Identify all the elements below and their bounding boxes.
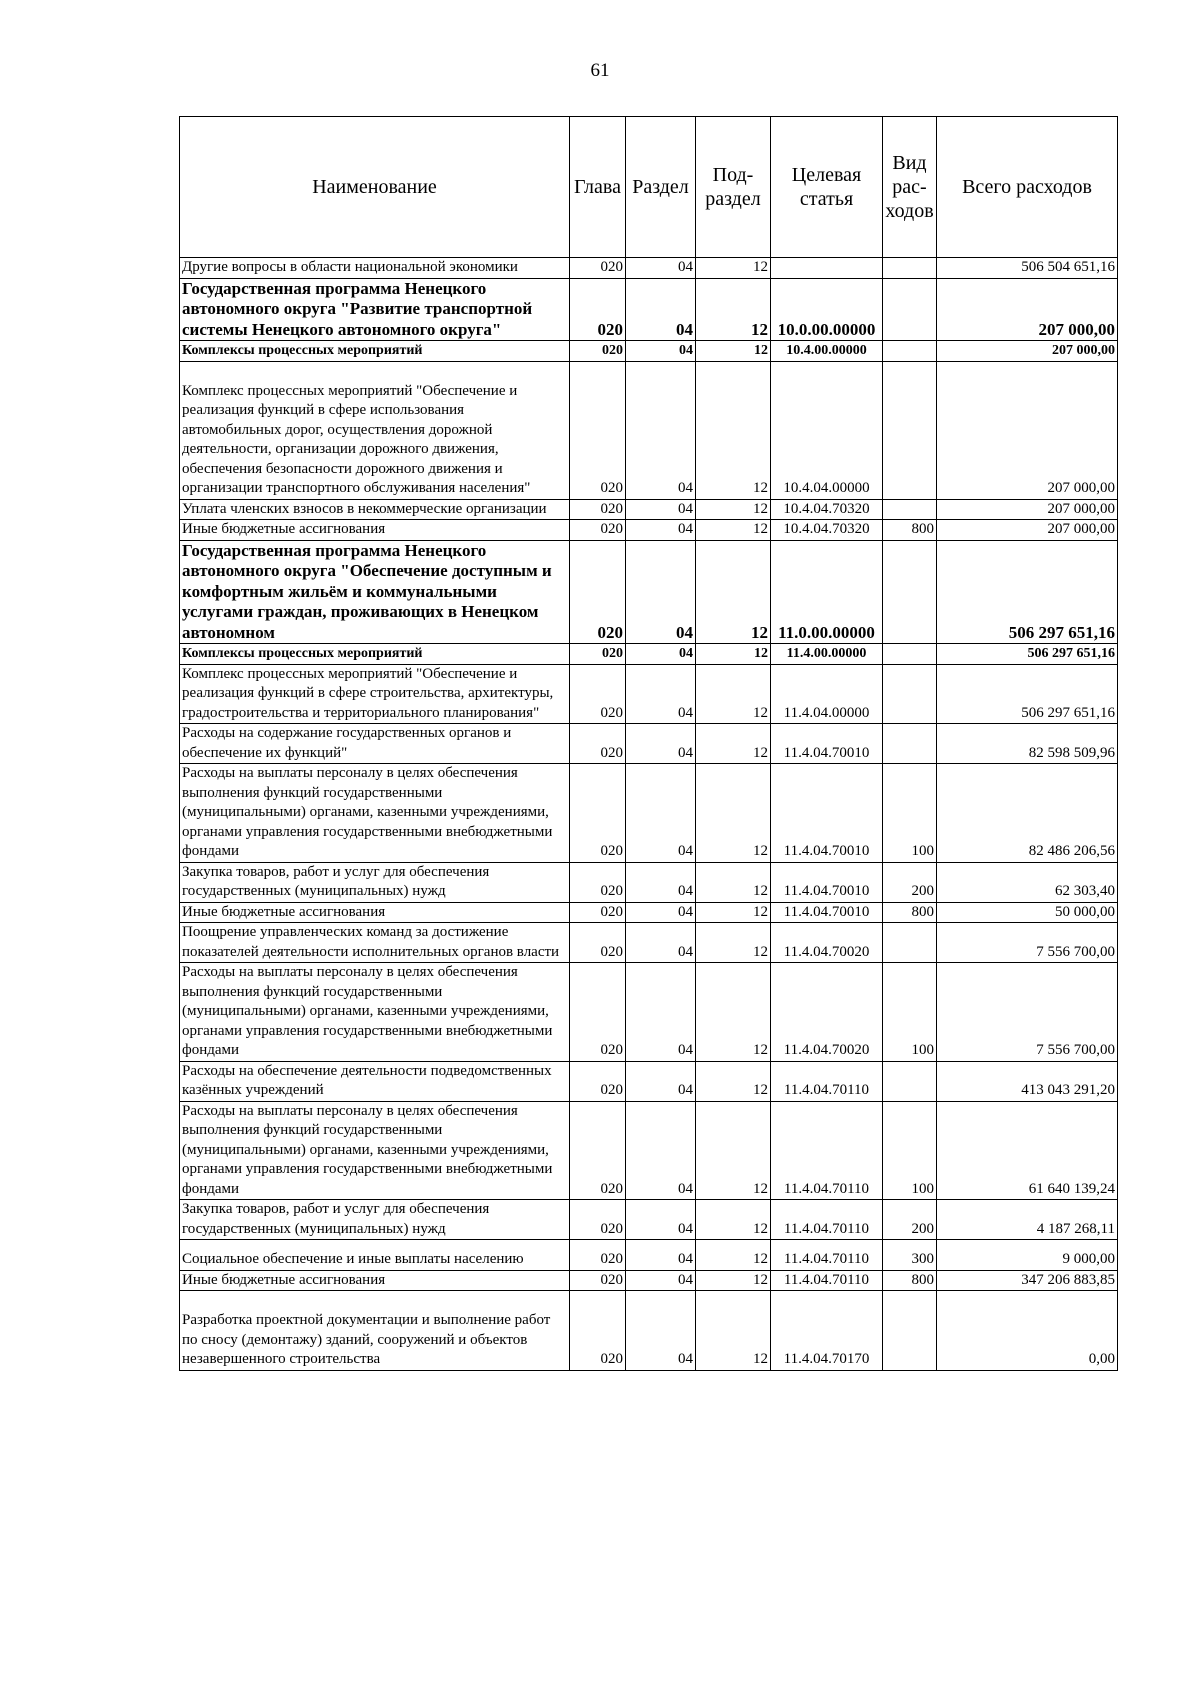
cell-podrazdel: 12 (696, 1240, 771, 1271)
cell-razdel: 04 (626, 724, 696, 764)
cell-razdel: 04 (626, 341, 696, 362)
cell-razdel: 04 (626, 862, 696, 902)
cell-celevaya: 11.4.04.70110 (771, 1200, 883, 1240)
cell-razdel: 04 (626, 664, 696, 724)
header-podrazdel: Под- раздел (696, 117, 771, 258)
cell-name: Расходы на выплаты персоналу в целях обеспечения выполнения функций государственными (муниципальными) органами, казенными учреждениями, органами управления государственными внебюджетными фондами (180, 1101, 570, 1200)
cell-amount: 207 000,00 (937, 361, 1118, 499)
table-row (180, 1291, 1118, 1371)
cell-amount: 0,00 (937, 1291, 1118, 1371)
cell-podrazdel: 12 (696, 341, 771, 362)
cell-name: Иные бюджетные ассигнования (180, 520, 570, 541)
cell-vid (883, 258, 937, 279)
cell-razdel: 04 (626, 499, 696, 520)
cell-podrazdel: 12 (696, 1200, 771, 1240)
cell-amount: 347 206 883,85 (937, 1270, 1118, 1291)
cell-amount: 506 297 651,16 (937, 540, 1118, 644)
table-body (180, 258, 1118, 1371)
table-row (180, 862, 1118, 902)
cell-vid: 100 (883, 1101, 937, 1200)
cell-podrazdel: 12 (696, 1061, 771, 1101)
cell-name: Уплата членских взносов в некоммерческие организации (180, 499, 570, 520)
cell-podrazdel: 12 (696, 278, 771, 341)
cell-amount: 82 486 206,56 (937, 764, 1118, 863)
budget-table (179, 116, 1118, 1371)
cell-razdel: 04 (626, 1240, 696, 1271)
cell-razdel: 04 (626, 540, 696, 644)
cell-name: Закупка товаров, работ и услуг для обеспечения государственных (муниципальных) нужд (180, 862, 570, 902)
cell-celevaya: 11.4.04.70110 (771, 1240, 883, 1271)
cell-glava: 020 (570, 963, 626, 1062)
header-row (180, 117, 1118, 258)
cell-amount: 61 640 139,24 (937, 1101, 1118, 1200)
cell-vid (883, 1291, 937, 1371)
cell-celevaya: 11.4.04.70020 (771, 923, 883, 963)
cell-vid: 800 (883, 520, 937, 541)
cell-glava: 020 (570, 540, 626, 644)
cell-amount: 413 043 291,20 (937, 1061, 1118, 1101)
cell-podrazdel: 12 (696, 499, 771, 520)
cell-vid: 100 (883, 963, 937, 1062)
cell-amount: 506 297 651,16 (937, 664, 1118, 724)
table-row (180, 644, 1118, 665)
header-glava: Глава (570, 117, 626, 258)
cell-glava: 020 (570, 644, 626, 665)
cell-vid (883, 724, 937, 764)
cell-glava: 020 (570, 1291, 626, 1371)
cell-razdel: 04 (626, 278, 696, 341)
cell-vid: 200 (883, 862, 937, 902)
header-vsego: Всего расходов (937, 117, 1118, 258)
cell-name: Государственная программа Ненецкого автономного округа "Обеспечение доступным и комфортным жильём и коммунальными услугами граждан, проживающих в Ненецком автономном (180, 540, 570, 644)
cell-glava: 020 (570, 258, 626, 279)
cell-podrazdel: 12 (696, 520, 771, 541)
table-row (180, 258, 1118, 279)
cell-name: Закупка товаров, работ и услуг для обеспечения государственных (муниципальных) нужд (180, 1200, 570, 1240)
cell-celevaya: 11.4.04.70110 (771, 1270, 883, 1291)
cell-vid: 800 (883, 1270, 937, 1291)
cell-name: Комплексы процессных мероприятий (180, 341, 570, 362)
cell-celevaya: 11.4.04.70010 (771, 764, 883, 863)
cell-vid (883, 361, 937, 499)
table-row (180, 923, 1118, 963)
cell-razdel: 04 (626, 1270, 696, 1291)
cell-vid: 300 (883, 1240, 937, 1271)
cell-podrazdel: 12 (696, 644, 771, 665)
cell-name: Комплекс процессных мероприятий "Обеспечение и реализация функций в сфере строительства, архитектуры, градостроительства и территориального планирования" (180, 664, 570, 724)
cell-glava: 020 (570, 361, 626, 499)
cell-vid: 800 (883, 902, 937, 923)
table-row (180, 499, 1118, 520)
cell-vid (883, 923, 937, 963)
cell-celevaya: 11.4.04.70010 (771, 902, 883, 923)
cell-glava: 020 (570, 902, 626, 923)
cell-name: Расходы на выплаты персоналу в целях обеспечения выполнения функций государственными (муниципальными) органами, казенными учреждениями, органами управления государственными внебюджетными фондами (180, 764, 570, 863)
table-row (180, 1061, 1118, 1101)
cell-celevaya: 10.0.00.00000 (771, 278, 883, 341)
cell-podrazdel: 12 (696, 540, 771, 644)
cell-glava: 020 (570, 1200, 626, 1240)
cell-amount: 207 000,00 (937, 499, 1118, 520)
cell-vid (883, 341, 937, 362)
table-row (180, 361, 1118, 499)
cell-celevaya: 10.4.04.00000 (771, 361, 883, 499)
cell-glava: 020 (570, 664, 626, 724)
header-vid: Вид рас- ходов (883, 117, 937, 258)
cell-amount: 62 303,40 (937, 862, 1118, 902)
table-row (180, 520, 1118, 541)
cell-glava: 020 (570, 862, 626, 902)
cell-razdel: 04 (626, 1291, 696, 1371)
cell-glava: 020 (570, 499, 626, 520)
cell-glava: 020 (570, 1061, 626, 1101)
table-row (180, 278, 1118, 341)
table-row (180, 1270, 1118, 1291)
cell-amount: 207 000,00 (937, 278, 1118, 341)
cell-razdel: 04 (626, 644, 696, 665)
cell-vid (883, 499, 937, 520)
cell-razdel: 04 (626, 520, 696, 541)
table-row (180, 1240, 1118, 1271)
cell-celevaya: 10.4.04.70320 (771, 499, 883, 520)
table-row (180, 664, 1118, 724)
cell-podrazdel: 12 (696, 258, 771, 279)
cell-podrazdel: 12 (696, 923, 771, 963)
cell-name: Расходы на обеспечение деятельности подведомственных казённых учреждений (180, 1061, 570, 1101)
cell-razdel: 04 (626, 258, 696, 279)
cell-celevaya (771, 258, 883, 279)
cell-razdel: 04 (626, 902, 696, 923)
cell-amount: 7 556 700,00 (937, 923, 1118, 963)
cell-podrazdel: 12 (696, 764, 771, 863)
cell-amount: 9 000,00 (937, 1240, 1118, 1271)
cell-vid (883, 664, 937, 724)
cell-celevaya: 11.4.04.70020 (771, 963, 883, 1062)
cell-amount: 82 598 509,96 (937, 724, 1118, 764)
cell-glava: 020 (570, 764, 626, 863)
cell-razdel: 04 (626, 1061, 696, 1101)
cell-celevaya: 11.4.04.70110 (771, 1101, 883, 1200)
cell-podrazdel: 12 (696, 361, 771, 499)
cell-name: Социальное обеспечение и иные выплаты населению (180, 1240, 570, 1271)
cell-amount: 50 000,00 (937, 902, 1118, 923)
table-header (180, 117, 1118, 258)
cell-glava: 020 (570, 1240, 626, 1271)
table-row (180, 540, 1118, 644)
cell-celevaya: 11.4.04.00000 (771, 664, 883, 724)
cell-vid (883, 1061, 937, 1101)
page-number: 61 (590, 60, 610, 81)
cell-razdel: 04 (626, 963, 696, 1062)
cell-celevaya: 11.4.04.70110 (771, 1061, 883, 1101)
cell-name: Расходы на содержание государственных органов и обеспечение их функций" (180, 724, 570, 764)
cell-glava: 020 (570, 520, 626, 541)
table-row (180, 764, 1118, 863)
cell-celevaya: 11.4.04.70010 (771, 724, 883, 764)
cell-podrazdel: 12 (696, 1270, 771, 1291)
cell-name: Поощрение управленческих команд за достижение показателей деятельности исполнительных органов власти (180, 923, 570, 963)
cell-podrazdel: 12 (696, 1291, 771, 1371)
cell-celevaya: 11.4.04.70170 (771, 1291, 883, 1371)
cell-celevaya: 10.4.04.70320 (771, 520, 883, 541)
cell-celevaya: 11.4.00.00000 (771, 644, 883, 665)
table-row (180, 341, 1118, 362)
cell-vid: 100 (883, 764, 937, 863)
cell-vid (883, 540, 937, 644)
cell-podrazdel: 12 (696, 963, 771, 1062)
cell-name: Разработка проектной документации и выполнение работ по сносу (демонтажу) зданий, сооружений и объектов незавершенного строительства (180, 1291, 570, 1371)
header-name: Наименование (180, 117, 570, 258)
cell-amount: 506 504 651,16 (937, 258, 1118, 279)
table-row (180, 1101, 1118, 1200)
cell-glava: 020 (570, 278, 626, 341)
header-razdel: Раздел (626, 117, 696, 258)
cell-name: Другие вопросы в области национальной экономики (180, 258, 570, 279)
cell-amount: 207 000,00 (937, 341, 1118, 362)
cell-amount: 506 297 651,16 (937, 644, 1118, 665)
cell-glava: 020 (570, 1270, 626, 1291)
cell-podrazdel: 12 (696, 724, 771, 764)
cell-vid (883, 644, 937, 665)
table-row (180, 724, 1118, 764)
cell-podrazdel: 12 (696, 902, 771, 923)
cell-podrazdel: 12 (696, 664, 771, 724)
cell-amount: 7 556 700,00 (937, 963, 1118, 1062)
cell-glava: 020 (570, 724, 626, 764)
cell-podrazdel: 12 (696, 1101, 771, 1200)
table-row (180, 963, 1118, 1062)
cell-celevaya: 10.4.00.00000 (771, 341, 883, 362)
table-row (180, 1200, 1118, 1240)
cell-vid: 200 (883, 1200, 937, 1240)
cell-celevaya: 11.0.00.00000 (771, 540, 883, 644)
cell-glava: 020 (570, 341, 626, 362)
cell-name: Расходы на выплаты персоналу в целях обеспечения выполнения функций государственными (муниципальными) органами, казенными учреждениями, органами управления государственными внебюджетными фондами (180, 963, 570, 1062)
cell-razdel: 04 (626, 764, 696, 863)
cell-vid (883, 278, 937, 341)
cell-glava: 020 (570, 1101, 626, 1200)
cell-podrazdel: 12 (696, 862, 771, 902)
cell-razdel: 04 (626, 923, 696, 963)
cell-name: Комплексы процессных мероприятий (180, 644, 570, 665)
cell-name: Государственная программа Ненецкого автономного округа "Развитие транспортной системы Ненецкого автономного округа" (180, 278, 570, 341)
cell-amount: 4 187 268,11 (937, 1200, 1118, 1240)
cell-razdel: 04 (626, 361, 696, 499)
cell-glava: 020 (570, 923, 626, 963)
cell-celevaya: 11.4.04.70010 (771, 862, 883, 902)
cell-razdel: 04 (626, 1200, 696, 1240)
cell-name: Комплекс процессных мероприятий "Обеспечение и реализация функций в сфере использования автомобильных дорог, осуществления дорожной деятельности, организации дорожного движения, обеспечения безопасности дорожного движения и организации транспортного обслуживания населения" (180, 361, 570, 499)
cell-amount: 207 000,00 (937, 520, 1118, 541)
cell-razdel: 04 (626, 1101, 696, 1200)
cell-name: Иные бюджетные ассигнования (180, 1270, 570, 1291)
header-celevaya: Целевая статья (771, 117, 883, 258)
table-row (180, 902, 1118, 923)
cell-name: Иные бюджетные ассигнования (180, 902, 570, 923)
